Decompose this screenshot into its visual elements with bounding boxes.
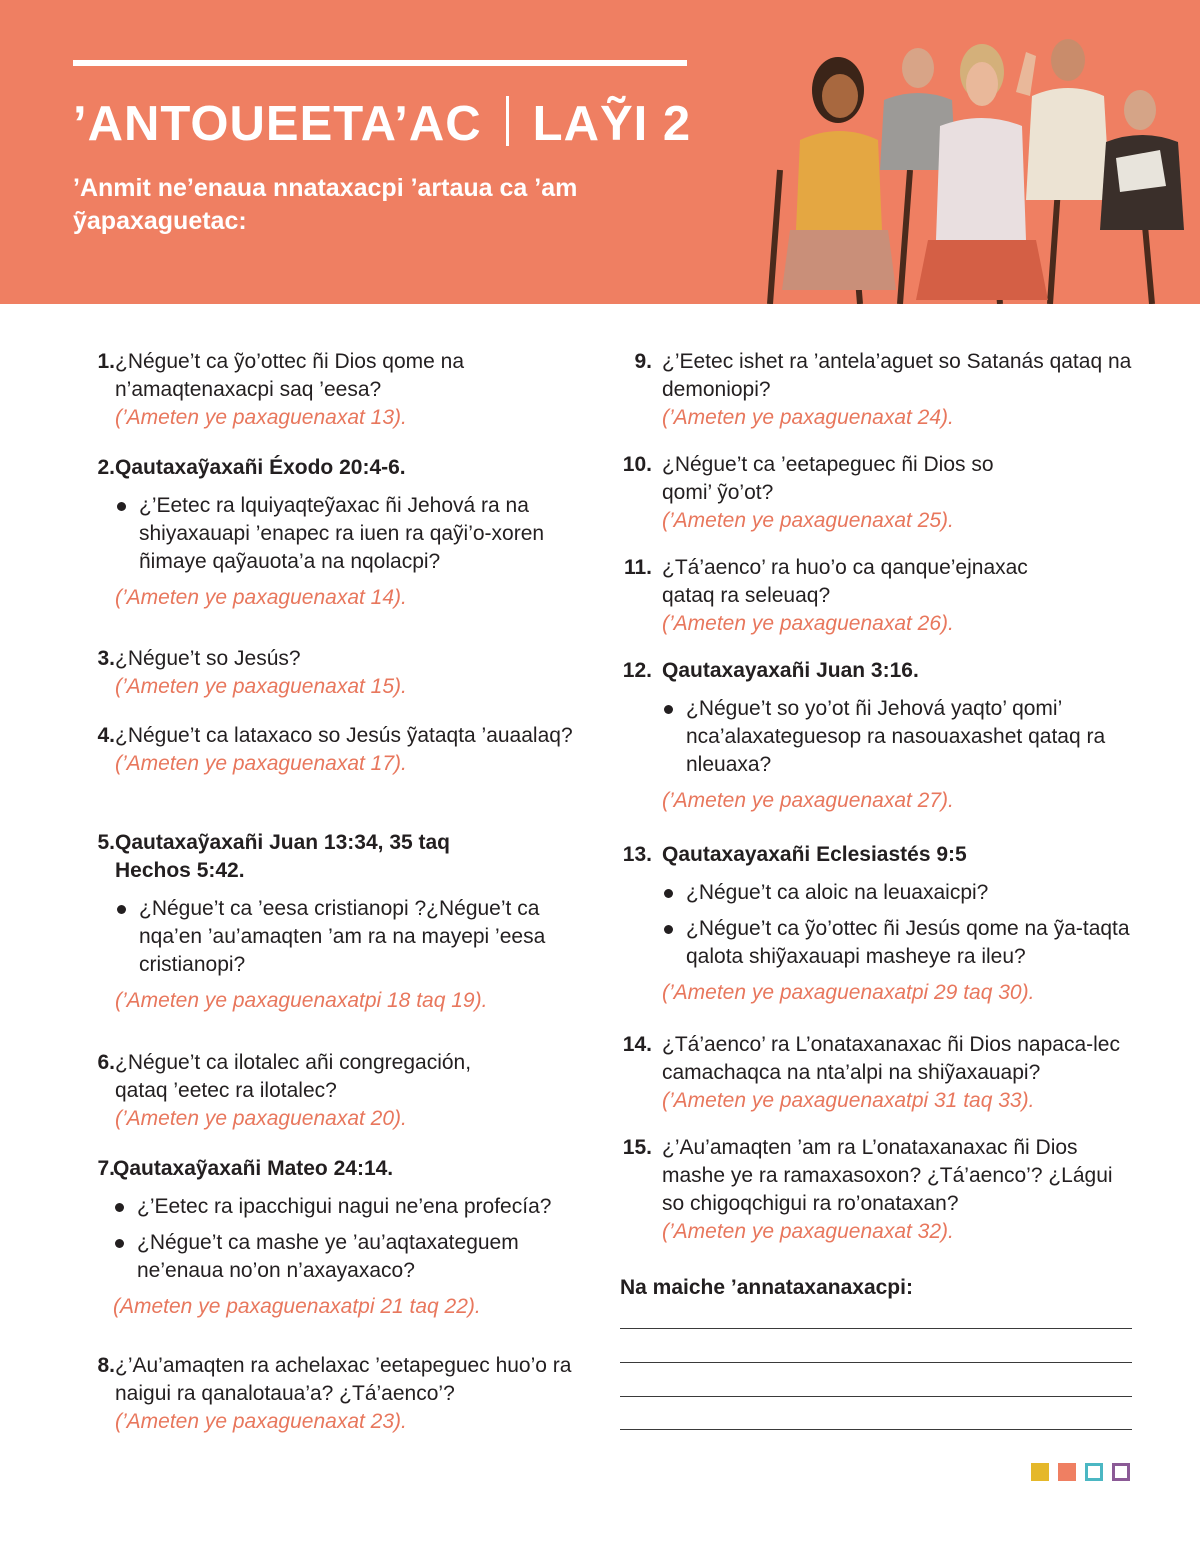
bullet-list bbox=[662, 879, 1132, 971]
question-number: 11. bbox=[623, 556, 652, 579]
question-reference: (’Ameten ye paxaguenaxat 15). bbox=[115, 675, 407, 698]
question-9 bbox=[612, 348, 1132, 432]
bullet-list bbox=[113, 1193, 585, 1285]
question-text: Qautaxaỹaxañi Éxodo 20:4-6. bbox=[115, 456, 406, 479]
bullet-item: ¿Négue’t ca mashe ye ’au’aqtaxateguem ne’enaua no’on n’axayaxaco? bbox=[113, 1229, 585, 1285]
question-text: ¿Négue’t ca ’eetapeguec ñi Dios so qomi’ ỹo’ot? bbox=[662, 453, 994, 504]
question-text: ¿Négue’t ca lataxaco so Jesús ỹataqta ’auaalaq? bbox=[115, 724, 573, 747]
question-text: Qautaxayaxañi Eclesiastés 9:5 bbox=[662, 843, 967, 866]
question-number: 9. bbox=[634, 350, 652, 373]
question-reference: (’Ameten ye paxaguenaxat 23). bbox=[115, 1410, 407, 1433]
question-5 bbox=[75, 829, 575, 1015]
question-reference: (’Ameten ye paxaguenaxatpi 31 taq 33). bbox=[662, 1089, 1035, 1112]
question-reference: (’Ameten ye paxaguenaxat 20). bbox=[115, 1107, 407, 1130]
person-1 bbox=[782, 57, 896, 290]
question-text: ¿’Au’amaqten ’am ra L’onataxanaxac ñi Dios mashe ye ra ramaxasoxon? ¿Tá’aenco’? ¿Lágui so chigoqchigui ra ro’onataxan? bbox=[662, 1136, 1113, 1215]
question-text: ¿Tá’aenco’ ra huo’o ca qanque’ejnaxac qataq ra seleuaq? bbox=[662, 556, 1028, 607]
question-13 bbox=[612, 841, 1132, 1007]
legend-square-purple bbox=[1112, 1463, 1130, 1481]
question-text: ¿’Eetec ishet ra ’antela’aguet so Satanás qataq na demoniopi? bbox=[662, 350, 1132, 401]
header-banner bbox=[0, 0, 1200, 304]
question-number: 15. bbox=[622, 1136, 652, 1159]
question-7 bbox=[75, 1155, 585, 1321]
question-text: Qautaxaỹaxañi Mateo 24:14. bbox=[113, 1157, 394, 1180]
question-reference: (’Ameten ye paxaguenaxat 26). bbox=[662, 612, 954, 635]
question-number: 10. bbox=[622, 453, 652, 476]
question-14 bbox=[612, 1031, 1132, 1115]
question-6 bbox=[75, 1049, 575, 1133]
title-left: ’ANTOUEETA’AC bbox=[73, 97, 482, 151]
question-2 bbox=[75, 454, 575, 612]
note-line[interactable] bbox=[620, 1328, 1132, 1329]
legend-square-yellow bbox=[1031, 1463, 1049, 1481]
page-subtitle: ’Anmit ne’enaua nnataxacpi ’artaua ca ’am ỹapaxaguetac: bbox=[73, 174, 578, 235]
question-number: 12. bbox=[622, 659, 652, 682]
question-number: 4. bbox=[97, 724, 115, 747]
question-15 bbox=[612, 1134, 1132, 1246]
bullet-list bbox=[115, 895, 575, 979]
person-5 bbox=[1100, 90, 1184, 230]
question-reference: (’Ameten ye paxaguenaxat 24). bbox=[662, 406, 954, 429]
bullet-item: ¿Négue’t ca ’eesa cristianopi ?¿Négue’t ca nqa’en ’au’amaqten ’am ra na mayepi ’eesa cristianopi? bbox=[115, 895, 575, 979]
question-number: 6. bbox=[97, 1051, 115, 1074]
question-4 bbox=[75, 722, 575, 778]
bullet-list bbox=[115, 492, 575, 576]
question-reference: (’Ameten ye paxaguenaxat 14). bbox=[115, 586, 407, 609]
question-text: ¿Négue’t so Jesús? bbox=[115, 647, 301, 670]
question-reference: (’Ameten ye paxaguenaxatpi 18 taq 19). bbox=[115, 989, 488, 1012]
question-reference: (’Ameten ye paxaguenaxat 32). bbox=[662, 1220, 954, 1243]
bullet-list bbox=[662, 695, 1132, 779]
question-10 bbox=[612, 451, 1132, 535]
question-text: ¿’Au’amaqten ra achelaxac ’eetapeguec huo’o ra naigui ra qanalotaua’a? ¿Tá’aenco’? bbox=[115, 1354, 572, 1405]
title-right: LAỸI 2 bbox=[532, 97, 692, 151]
legend-square-orange bbox=[1058, 1463, 1076, 1481]
question-number: 14. bbox=[622, 1033, 652, 1056]
bullet-item: ¿’Eetec ra lquiyaqteỹaxac ñi Jehová ra na shiyaxauapi ’enapec ra iuen ra qaỹi’o-xoren ñimaye qaỹauota’a na nqolacpi? bbox=[115, 492, 575, 576]
question-number: 5. bbox=[97, 831, 115, 854]
people-illustration bbox=[760, 30, 1200, 304]
question-12 bbox=[612, 657, 1132, 815]
question-reference: (’Ameten ye paxaguenaxat 25). bbox=[662, 509, 954, 532]
question-1 bbox=[75, 348, 575, 432]
question-text: Qautaxaỹaxañi Juan 13:34, 35 taq Hechos 5:42. bbox=[115, 831, 451, 882]
question-8 bbox=[75, 1352, 585, 1436]
question-number: 13. bbox=[622, 843, 652, 866]
header-rule bbox=[73, 60, 687, 66]
question-reference: (’Ameten ye paxaguenaxat 17). bbox=[115, 752, 407, 775]
question-text: Qautaxayaxañi Juan 3:16. bbox=[662, 659, 919, 682]
question-number: 3. bbox=[97, 647, 115, 670]
person-4 bbox=[1026, 39, 1110, 200]
question-reference: (’Ameten ye paxaguenaxatpi 29 taq 30). bbox=[662, 981, 1035, 1004]
note-line[interactable] bbox=[620, 1362, 1132, 1363]
question-reference: (Ameten ye paxaguenaxatpi 21 taq 22). bbox=[113, 1295, 481, 1318]
question-text: ¿Tá’aenco’ ra L’onataxanaxac ñi Dios napaca-lec camachaqca na nta’alpi na shiỹaxauapi? bbox=[662, 1033, 1120, 1084]
note-line[interactable] bbox=[620, 1396, 1132, 1397]
title-separator bbox=[506, 96, 509, 146]
question-text: ¿Négue’t ca ỹo’ottec ñi Dios qome na n’amaqtenaxacpi saq ’eesa? bbox=[115, 350, 465, 401]
notes-title: Na maiche ’annataxanaxacpi: bbox=[620, 1276, 913, 1299]
question-11 bbox=[612, 554, 1132, 638]
question-number: 7. bbox=[97, 1157, 115, 1180]
question-number: 8. bbox=[97, 1354, 115, 1377]
question-3 bbox=[75, 645, 575, 701]
question-reference: (’Ameten ye paxaguenaxat 27). bbox=[662, 789, 954, 812]
legend-square-teal bbox=[1085, 1463, 1103, 1481]
bullet-item: ¿Négue’t ca aloic na leuaxaicpi? bbox=[662, 879, 1132, 907]
bullet-item: ¿Négue’t so yo’ot ñi Jehová yaqto’ qomi’ nca’alaxateguesop ra nasouaxashet qataq ra nleuaxa? bbox=[662, 695, 1132, 779]
page-title bbox=[73, 96, 691, 152]
bullet-item: ¿Négue’t ca ỹo’ottec ñi Jesús qome na ỹa-taqta qalota shiỹaxauapi masheye ra ileu? bbox=[662, 915, 1132, 971]
question-number: 2. bbox=[97, 456, 115, 479]
note-line[interactable] bbox=[620, 1429, 1132, 1430]
question-reference: (’Ameten ye paxaguenaxat 13). bbox=[115, 406, 407, 429]
question-text: ¿Négue’t ca ilotalec añi congregación, qataq ’eetec ra ilotalec? bbox=[115, 1051, 472, 1102]
question-number: 1. bbox=[97, 350, 115, 373]
bullet-item: ¿’Eetec ra ipacchigui nagui ne’ena profecía? bbox=[113, 1193, 585, 1221]
